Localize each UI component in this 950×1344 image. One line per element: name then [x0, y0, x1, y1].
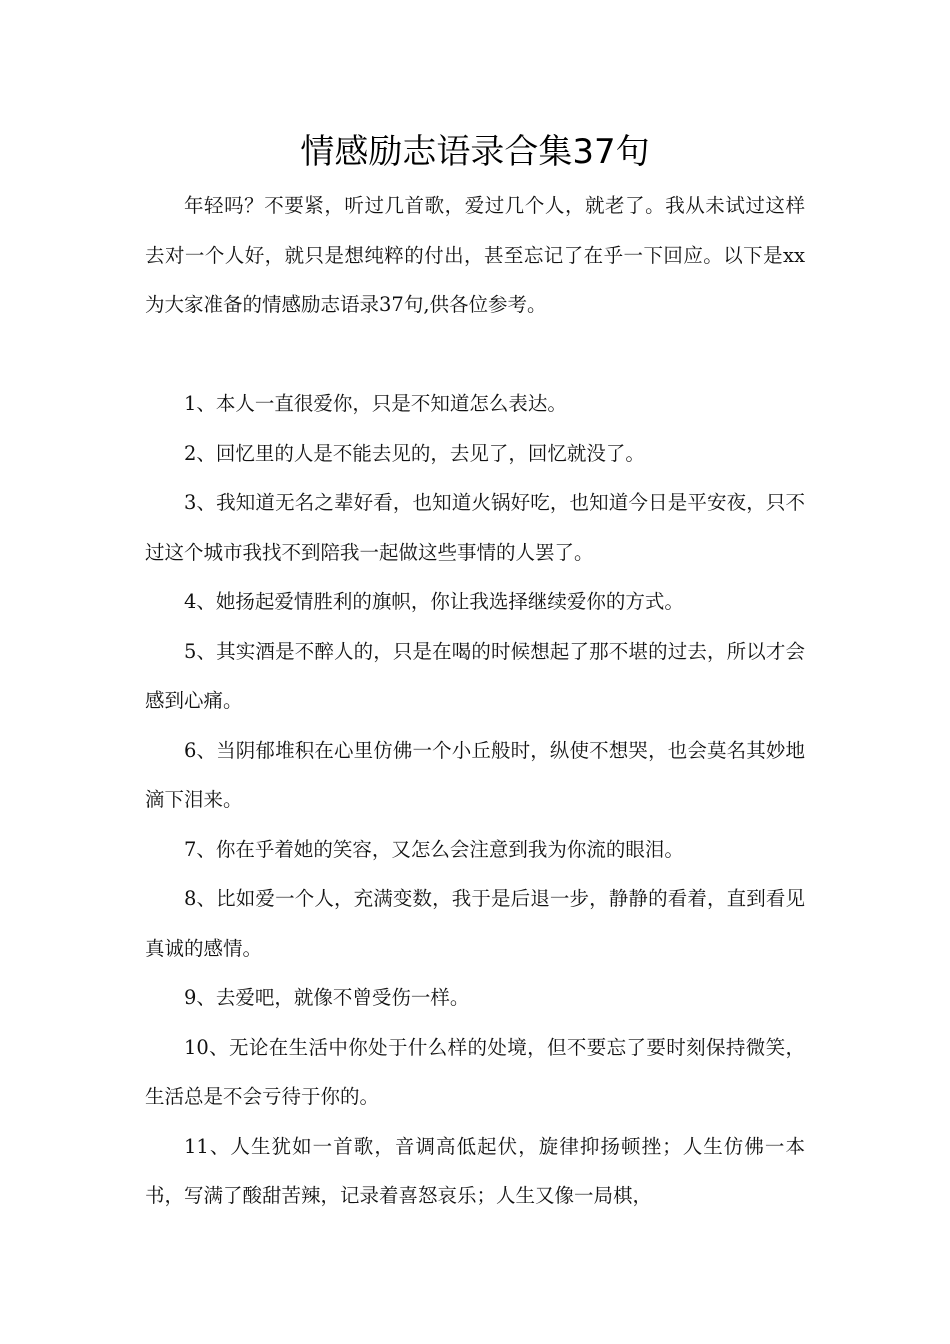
quote-item: 10、无论在生活中你处于什么样的处境，但不要忘了要时刻保持微笑，生活总是不会亏待于你的。: [145, 1035, 805, 1108]
quote-item: 11、人生犹如一首歌，音调高低起伏，旋律抑扬顿挫；人生仿佛一本书，写满了酸甜苦辣，记录着喜怒哀乐；人生又像一局棋，: [145, 1134, 805, 1207]
quote-item: 2、回忆里的人是不能去见的，去见了，回忆就没了。: [184, 441, 645, 465]
quote-item: 6、当阴郁堆积在心里仿佛一个小丘般时，纵使不想哭，也会莫名其妙地滴下泪来。: [145, 738, 805, 811]
document-title: 情感励志语录合集37句: [300, 132, 650, 172]
paragraph-gap: [145, 330, 805, 380]
intro-paragraph: 年轻吗？不要紧，听过几首歌，爱过几个人，就老了。我从未试过这样去对一个人好，就只是想纯粹的付出，甚至忘记了在乎一下回应。以下是xx为大家准备的情感励志语录37句,供各位参考。: [145, 194, 805, 316]
quote-item: 1、本人一直很爱你，只是不知道怎么表达。: [184, 392, 567, 415]
quote-item: 9、去爱吧，就像不曾受伤一样。: [184, 986, 470, 1009]
quote-item: 4、她扬起爱情胜利的旗帜，你让我选择继续爱你的方式。: [184, 590, 684, 613]
quote-item: 8、比如爱一个人，充满变数，我于是后退一步，静静的看着，直到看见真诚的感情。: [145, 887, 805, 960]
quote-item: 7、你在乎着她的笑容，又怎么会注意到我为你流的眼泪。: [184, 837, 684, 861]
document-body: [145, 181, 805, 1221]
quote-item: 5、其实酒是不醉人的，只是在喝的时候想起了那不堪的过去，所以才会感到心痛。: [145, 639, 805, 712]
quote-item: 3、我知道无名之辈好看，也知道火锅好吃，也知道今日是平安夜，只不过这个城市我找不到陪我一起做这些事情的人罢了。: [145, 491, 805, 564]
